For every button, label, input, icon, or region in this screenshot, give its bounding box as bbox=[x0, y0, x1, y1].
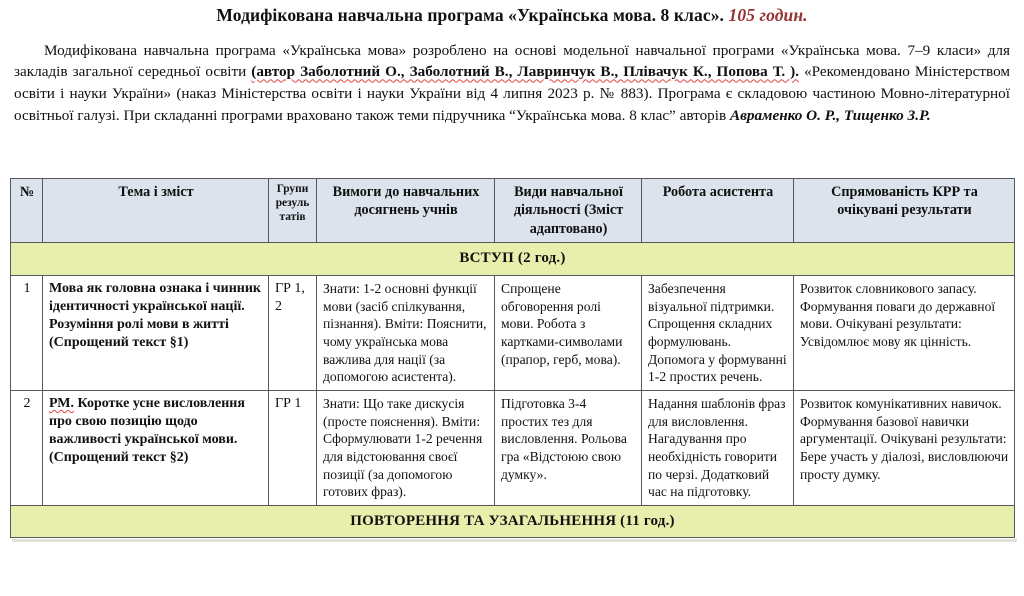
column-header-requirements-line1: Вимоги до навчальних bbox=[332, 184, 480, 200]
row-requirements: Знати: 1-2 основні функції мови (засіб спілкування, пізнання). Вміти: Пояснити, чому українська мова важлива для нації (за допомогою асистента). bbox=[317, 275, 495, 390]
column-header-krr bbox=[794, 179, 1015, 243]
table-header-row bbox=[11, 179, 1015, 243]
column-header-activities-line1: Види навчальної bbox=[514, 184, 623, 200]
table-row bbox=[11, 275, 1015, 390]
row-groups: ГР 1, 2 bbox=[269, 275, 317, 390]
intro-text-part-2: «Рекомендовано Міністерством освіти і науки України» (наказ Міністерства освіти і науки України від 4 липня 2023 р. № 883). Програма є складовою частиною Мовно-літературної освітньої галузі. При складанні програми враховано також теми підручника “Українська мова. 8 клас” авторів bbox=[14, 63, 1010, 124]
document-page bbox=[0, 5, 1024, 596]
column-header-assistant: Робота асистента bbox=[642, 179, 794, 243]
row-groups: ГР 1 bbox=[269, 390, 317, 505]
row-assistant: Надання шаблонів фраз для висловлення. Нагадування про необхідність говорити по черзі. Додатковий час на підготовку. bbox=[642, 390, 794, 505]
column-header-requirements bbox=[317, 179, 495, 243]
column-header-groups-line2: резуль bbox=[275, 196, 310, 209]
row-activities: Спрощене обговорення ролі мови. Робота з картками-символами (прапор, герб, мова). bbox=[495, 275, 642, 390]
row-theme bbox=[43, 390, 269, 505]
row-theme-text: Коротке усне висловлення про свою позицію щодо важливості української мови. (Спрощений текст §2) bbox=[49, 395, 245, 466]
row-number: 2 bbox=[11, 390, 43, 505]
row-assistant: Забезпечення візуальної підтримки. Спрощення складних формулювань. Допомога у формуванні 1-2 простих речень. bbox=[642, 275, 794, 390]
section-row-review bbox=[11, 505, 1015, 538]
row-krr: Розвиток словникового запасу. Формування поваги до державної мови. Очікувані результати: Усвідомлює мову як цінність. bbox=[794, 275, 1015, 390]
column-header-groups bbox=[269, 179, 317, 243]
section-title-review: ПОВТОРЕННЯ ТА УЗАГАЛЬНЕННЯ (11 год.) bbox=[11, 505, 1015, 538]
intro-text-part-1: Модифікована навчальна програма «Українська мова» розроблено на основі модельної навчальної програми «Українська мова. 7–9 класи» для закладів загальної середньої освіти bbox=[14, 41, 1010, 81]
column-header-groups-line1: Групи bbox=[276, 183, 309, 195]
column-header-krr-line2: очікувані результати bbox=[837, 202, 972, 219]
document-title-main: Модифікована навчальна програма «Українська мова. 8 клас». bbox=[216, 5, 725, 25]
section-title-intro: ВСТУП (2 год.) bbox=[11, 243, 1015, 276]
section-row-intro bbox=[11, 243, 1015, 276]
row-number: 1 bbox=[11, 275, 43, 390]
program-table-wrapper bbox=[10, 178, 1014, 538]
column-header-groups-line3: татів bbox=[279, 210, 306, 223]
intro-authors-bold: (автор Заболотний О., Заболотний В., Лавринчук В., Плівачук К., Попова Т. ). bbox=[251, 63, 800, 81]
column-header-requirements-line2: досягнень учнів bbox=[354, 202, 458, 219]
table-header bbox=[11, 179, 1015, 243]
column-header-activities-line2: діяльності (Зміст bbox=[513, 202, 624, 219]
program-table bbox=[10, 178, 1015, 538]
row-theme-prefix: РМ. bbox=[49, 395, 74, 411]
column-header-theme: Тема і зміст bbox=[43, 179, 269, 243]
intro-authors-italic: Авраменко О. Р., Тищенко З.Р. bbox=[729, 106, 931, 124]
table-body bbox=[11, 243, 1015, 538]
column-header-krr-line1: Спрямованість КРР та bbox=[831, 184, 978, 200]
row-activities: Підготовка 3-4 простих тез для висловлення. Рольова гра «Відстоюю свою думку». bbox=[495, 390, 642, 505]
row-requirements: Знати: Що таке дискусія (просте пояснення). Вміти: Сформулювати 1-2 речення для відстоювання своєї позиції (за допомогою готових фраз). bbox=[317, 390, 495, 505]
table-row bbox=[11, 390, 1015, 505]
intro-paragraph bbox=[14, 40, 1010, 126]
column-header-activities bbox=[495, 179, 642, 243]
row-krr: Розвиток комунікативних навичок. Формування базової навички аргументації. Очікувані результати: Бере участь у діалозі, висловлюючи просту думку. bbox=[794, 390, 1015, 505]
column-header-activities-line3: адаптовано) bbox=[529, 220, 608, 237]
row-theme: Мова як головна ознака і чинник ідентичності української нації. Розуміння ролі мови в житті (Спрощений текст §1) bbox=[43, 275, 269, 390]
document-title bbox=[20, 5, 1004, 27]
column-header-number: № bbox=[11, 179, 43, 243]
document-title-hours: 105 годин. bbox=[728, 5, 808, 25]
